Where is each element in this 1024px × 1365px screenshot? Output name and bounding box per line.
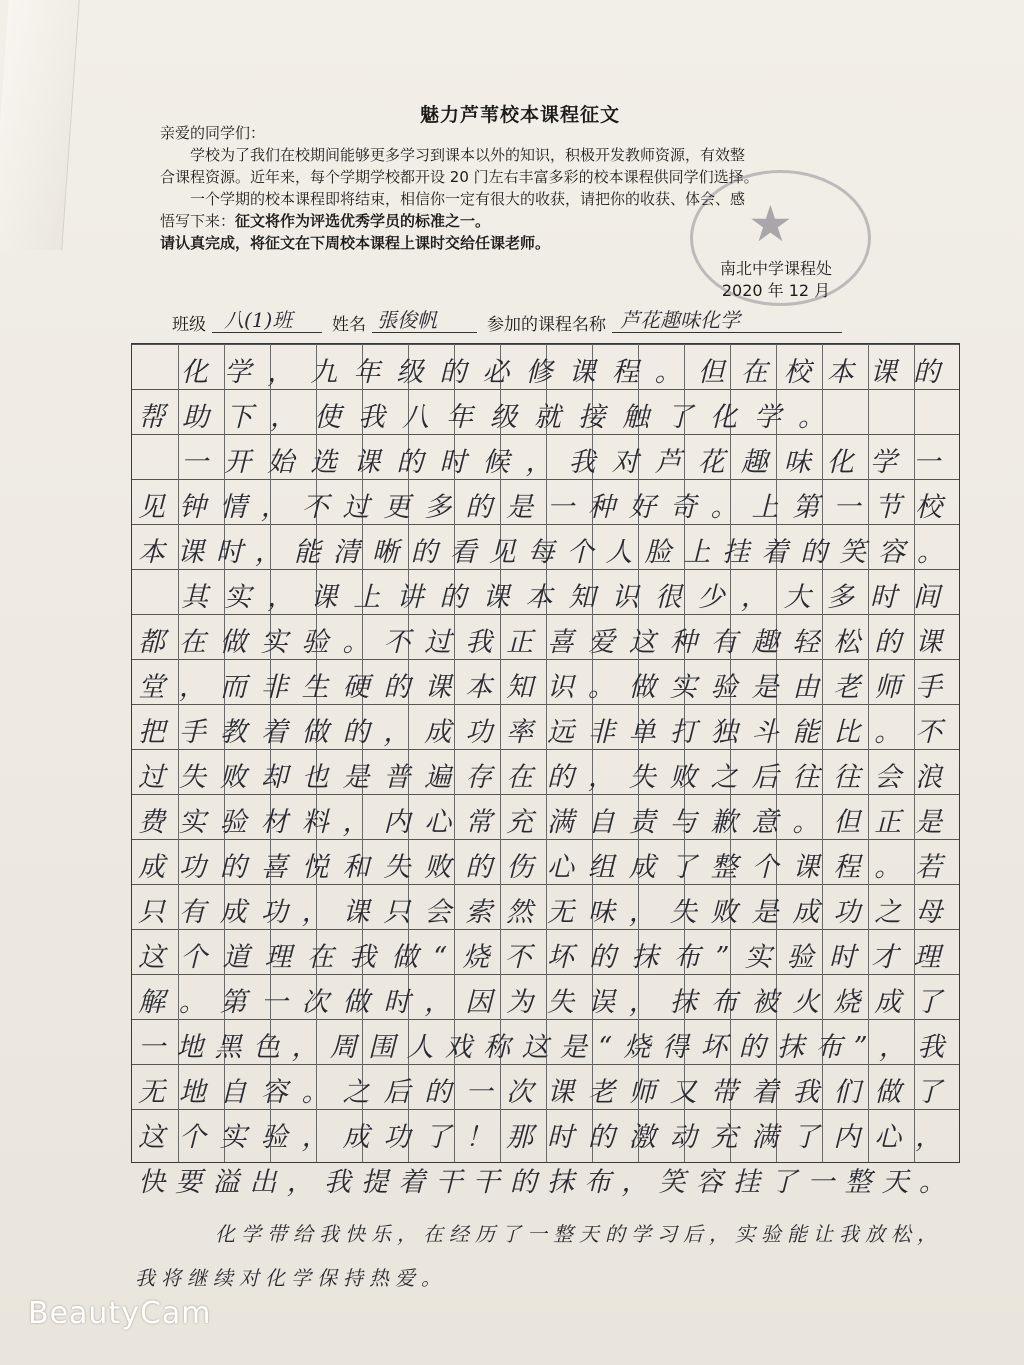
- essay-line: 堂，而非生硬的课本知识。做实验是由老师手: [138, 672, 956, 703]
- essay-line: 见钟情，不过更多的是一种好奇。上第一节校: [138, 492, 956, 523]
- essay-line: 把手教着做的，成功率远非单打独斗能比。不: [138, 717, 956, 748]
- course-underline: [612, 332, 842, 333]
- essay-closing-line-1: 化学带给我快乐，在经历了一整天的学习后，实验能让我放松，: [215, 1222, 943, 1246]
- essay-line: 都在做实验。不过我正喜爱这种有趣轻松的课: [138, 627, 956, 658]
- class-underline: [212, 332, 322, 333]
- essay-line: 一地黑色，周围人戏称这是“烧得坏的抹布”，我: [138, 1032, 956, 1063]
- document-title: 魅力芦苇校本课程征文: [420, 104, 621, 126]
- issuer-block: [720, 258, 832, 302]
- class-value: 八(1)班: [224, 308, 293, 332]
- essay-line: 解。第一次做时，因为失误，抹布被火烧成了: [138, 987, 956, 1018]
- course-label: 参加的课程名称: [487, 315, 606, 335]
- name-label: 姓名: [332, 315, 366, 335]
- beautycam-watermark: BeautyCam: [28, 1296, 212, 1331]
- essay-line: 化学，九年级的必修课程。但在校本课的: [138, 357, 956, 388]
- essay-line: 费实验材料，内心常充满自责与歉意。但正是: [138, 807, 956, 838]
- issuer-name: 南北中学课程处: [720, 259, 833, 278]
- class-label: 班级: [172, 315, 206, 335]
- essay-line: 一开始选课的时候，我对芦花趣味化学一: [138, 447, 956, 478]
- seal-star-icon: ★: [748, 195, 793, 253]
- essay-line: 快要溢出，我提着干干的抹布，笑容挂了一整天。: [138, 1167, 956, 1198]
- essay-line: 这个实验，成功了！那时的激动充满了内心，: [138, 1122, 956, 1153]
- greeting: 亲爱的同学们：: [160, 124, 266, 142]
- name-value: 張俊帆: [377, 308, 437, 332]
- paragraph-3: 请认真完成，将征文在下周校本课程上课时交给任课老师。: [160, 234, 551, 252]
- essay-line: 帮助下，使我八年级就接触了化学。: [138, 402, 842, 433]
- essay-closing-line-2: 我将继续对化学保持热爱。: [135, 1266, 447, 1290]
- essay-line: 过失败却也是普遍存在的，失败之后往往会浪: [138, 762, 956, 793]
- paragraph-1-line-2: 合课程资源。近年来，每个学期学校都开设 20 门左右丰富多彩的校本课程供同学们选择。: [160, 168, 759, 186]
- paragraph-1-line-1: 学校为了我们在校期间能够更多学习到课本以外的知识，积极开发教师资源，有效整: [190, 146, 746, 164]
- issue-date: 2020 年 12 月: [721, 281, 831, 300]
- essay-line: 其实，课上讲的课本知识很少，大多时间: [138, 582, 956, 613]
- essay-line: 这个道理在我做“烧不坏的抹布”实验时才理: [138, 942, 956, 973]
- paragraph-2-line-2b: 征文将作为评选优秀学员的标准之一。: [235, 212, 491, 230]
- course-value: 芦花趣味化学: [620, 308, 740, 332]
- essay-line: 只有成功，课只会索然无味，失败是成功之母: [138, 897, 956, 928]
- essay-line: 无地自容。之后的一次课老师又带着我们做了: [138, 1077, 956, 1108]
- paragraph-2-line-1: 一个学期的校本课程即将结束，相信你一定有很大的收获，请把你的收获、体会、感: [190, 190, 746, 208]
- name-underline: [372, 332, 477, 333]
- essay-line: 成功的喜悦和失败的伤心组成了整个课程。若: [138, 852, 956, 883]
- essay-line: 本课时，能清晰的看见每个人脸上挂着的笑容。: [138, 537, 956, 568]
- paragraph-2-line-2a: 悟写下来：: [160, 212, 236, 230]
